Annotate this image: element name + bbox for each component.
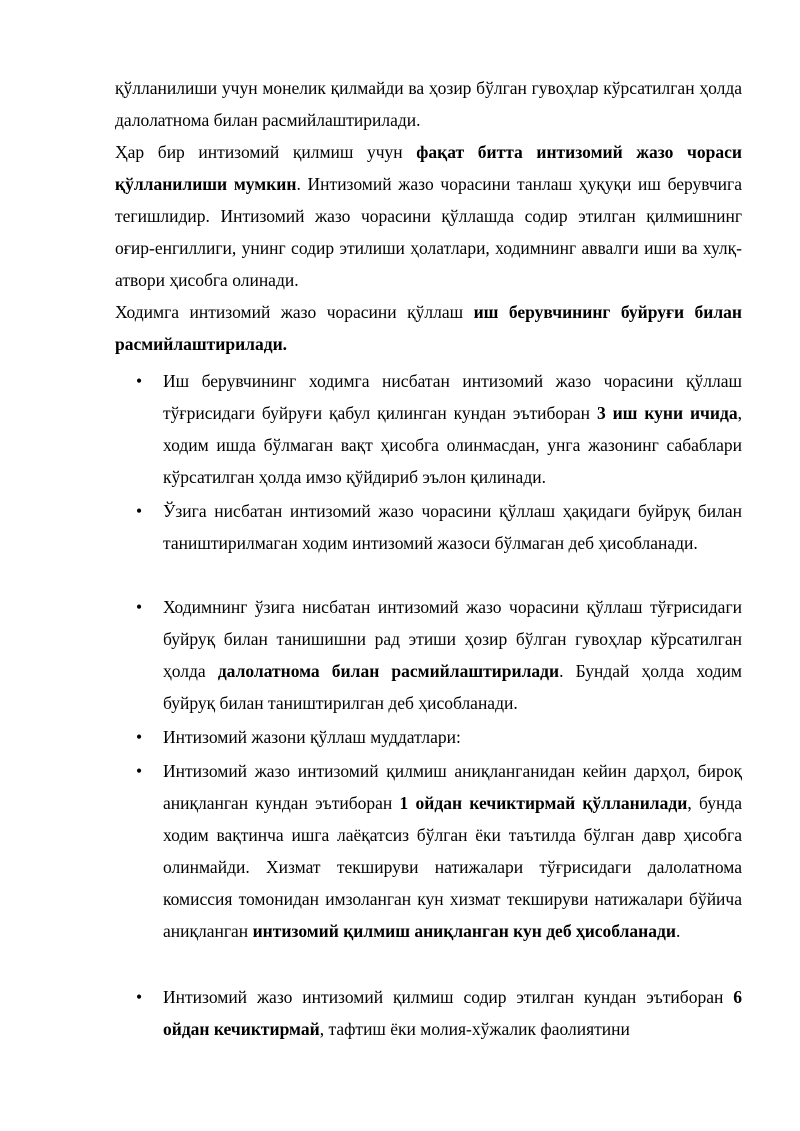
bullet-item-deadlines [163, 721, 742, 753]
paragraph-text: . Интизомий жазо чорасини танлаш ҳуқуқи иш берувчига тегишлидир. Интизомий жазо чорасини қўллашда содир этилган қилмишнинг оғир-енгиллиги, унинг содир этилиши ҳолатлари, ходимнинг аввалги иши ва хулқ-атвори ҳисобга олинади. [115, 174, 742, 290]
bullet-text: , бунда ходим вақтинча ишга лаёқатсиз бўлган ёки таътилда бўлган давр ҳисобга олинмайди. Хизмат текшируви натижалари тўғрисидаги далолатнома комиссия томонидан имзоланган кун хизмат текшируви натижалари бўйича аниқланган [163, 793, 743, 941]
bullet-text: Иш берувчининг ходимга нисбатан интизомий жазо чорасини қўллаш тўғрисидаги буйруғи қабул қилинган кундан эътиборан [163, 371, 742, 423]
bullet-text: Ўзига нисбатан интизомий жазо чорасини қўллаш ҳақидаги буйруқ билан таништирилмаган ходим интизомий жазоси бўлмаган деб ҳисобланади. [163, 501, 742, 553]
bullet-marker: • [136, 761, 143, 781]
bold-text: далолатнома билан расмийлаштирилади [217, 661, 560, 681]
bold-text: 1 ойдан кечиктирмай қўлланилади [399, 793, 688, 813]
bullet-text: Интизомий жазо интизомий қилмиш аниқланганидан кейин дарҳол, бироқ аниқланган кундан эътиборан [163, 761, 742, 813]
bold-text: иш берувчининг буйруғи билан расмийлаштирилади. [115, 302, 743, 354]
bullet-text: , тафтиш ёки молия-хўжалик фаолиятини [319, 1019, 630, 1039]
bullet-text: Интизомий жазони қўллаш муддатлари: [163, 727, 461, 747]
bullet-marker: • [136, 371, 143, 391]
bullet-text: . [675, 921, 681, 941]
bold-text: интизомий қилмиш аниқланган кун деб ҳисобланади [252, 921, 676, 941]
bullet-text: Интизомий жазо интизомий қилмиш содир этилган кундан эътиборан [163, 987, 734, 1007]
paragraph-text: Ходимга интизомий жазо чорасини қўллаш [115, 302, 474, 322]
bullet-item-not-acquainted [163, 495, 742, 559]
paragraph-text: Ҳар бир интизомий қилмиш учун [115, 142, 417, 162]
bullet-marker: • [136, 987, 143, 1007]
paragraph-one-penalty [115, 136, 742, 296]
paragraph-text: қўлланилиши учун монелик қилмайди ва ҳозир бўлган гувоҳлар кўрсатилган ҳолда далолатнома билан расмийлаштирилади. [115, 78, 742, 130]
bold-text: 6 ойдан кечиктирмай [163, 987, 742, 1039]
bullet-item-six-months [163, 981, 742, 1045]
bold-text: 3 иш куни ичида [596, 403, 738, 423]
bullet-text: Ходимнинг ўзига нисбатан интизомий жазо чорасини қўллаш тўғрисидаги буйруқ билан танишишни рад этиши ҳозир бўлган гувоҳлар кўрсатилган ҳолда [163, 597, 742, 681]
paragraph-continuation [115, 72, 742, 136]
bullet-item-announcement [163, 365, 742, 493]
bullet-marker: • [136, 597, 143, 617]
bold-text: фақат битта интизомий жазо чораси қўлланилиши мумкин [115, 142, 742, 194]
bullet-item-one-month [163, 755, 742, 947]
paragraph-order [115, 296, 742, 360]
bullet-marker: • [136, 501, 143, 521]
bullet-marker: • [136, 727, 143, 747]
bullet-text: , ходим ишда бўлмаган вақт ҳисобга олинмасдан, унга жазонинг сабаблари кўрсатилган ҳолда имзо қўйдириб эълон қилинади. [163, 403, 742, 487]
bullet-text: . Бундай ҳолда ходим буйруқ билан таништирилган деб ҳисобланади. [163, 661, 742, 713]
bullet-item-refusal [163, 591, 742, 719]
